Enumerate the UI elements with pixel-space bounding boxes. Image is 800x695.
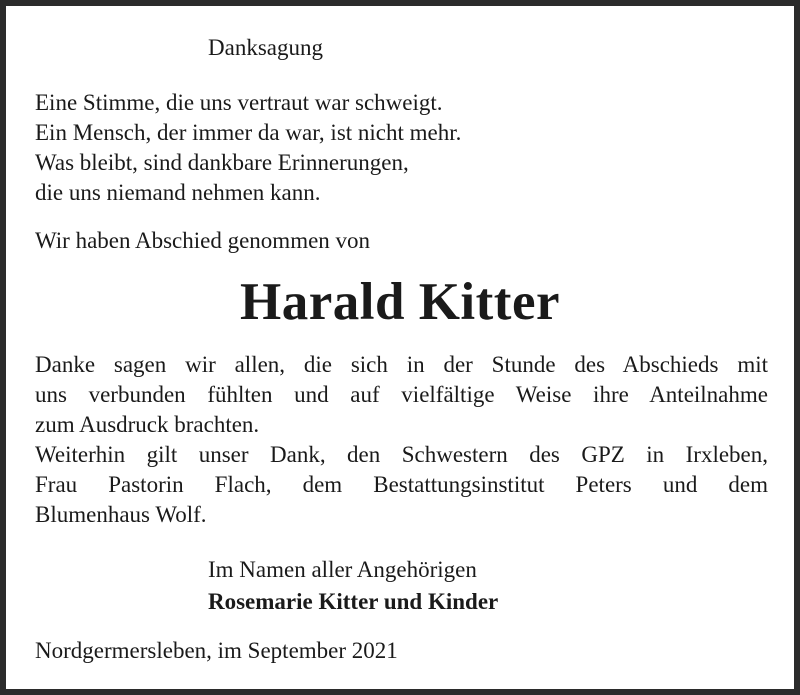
poem-line: Was bleibt, sind dankbare Erinnerungen, (35, 150, 409, 175)
notice-heading: Danksagung (208, 35, 323, 60)
further-thanks-paragraph (35, 440, 768, 530)
signature-intro: Im Namen aller Angehörigen (208, 557, 477, 582)
paragraph-line: zum Ausdruck brachten. (35, 412, 260, 437)
thanks-paragraph (35, 350, 768, 440)
farewell-intro: Wir haben Abschied genommen von (35, 228, 371, 253)
poem-line: Eine Stimme, die uns vertraut war schweigt. (35, 90, 443, 115)
paragraph-line: Danke sagen wir allen, die sich in der Stunde des Abschieds mit (35, 352, 768, 377)
paragraph-line: Weiterhin gilt unser Dank, den Schwestern des GPZ in Irxleben, (35, 442, 768, 467)
paragraph-line: Frau Pastorin Flach, dem Bestattungsinstitut Peters und dem (35, 472, 768, 497)
poem-line: die uns niemand nehmen kann. (35, 180, 321, 205)
deceased-name: Harald Kitter (240, 273, 560, 331)
signature-names: Rosemarie Kitter und Kinder (208, 589, 499, 614)
paragraph-line: uns verbunden fühlten und auf vielfältige Weise ihre Anteilnahme (35, 382, 768, 407)
poem-line: Ein Mensch, der immer da war, ist nicht mehr. (35, 120, 462, 145)
paragraph-line: Blumenhaus Wolf. (35, 502, 207, 527)
place-date: Nordgermersleben, im September 2021 (35, 638, 398, 663)
